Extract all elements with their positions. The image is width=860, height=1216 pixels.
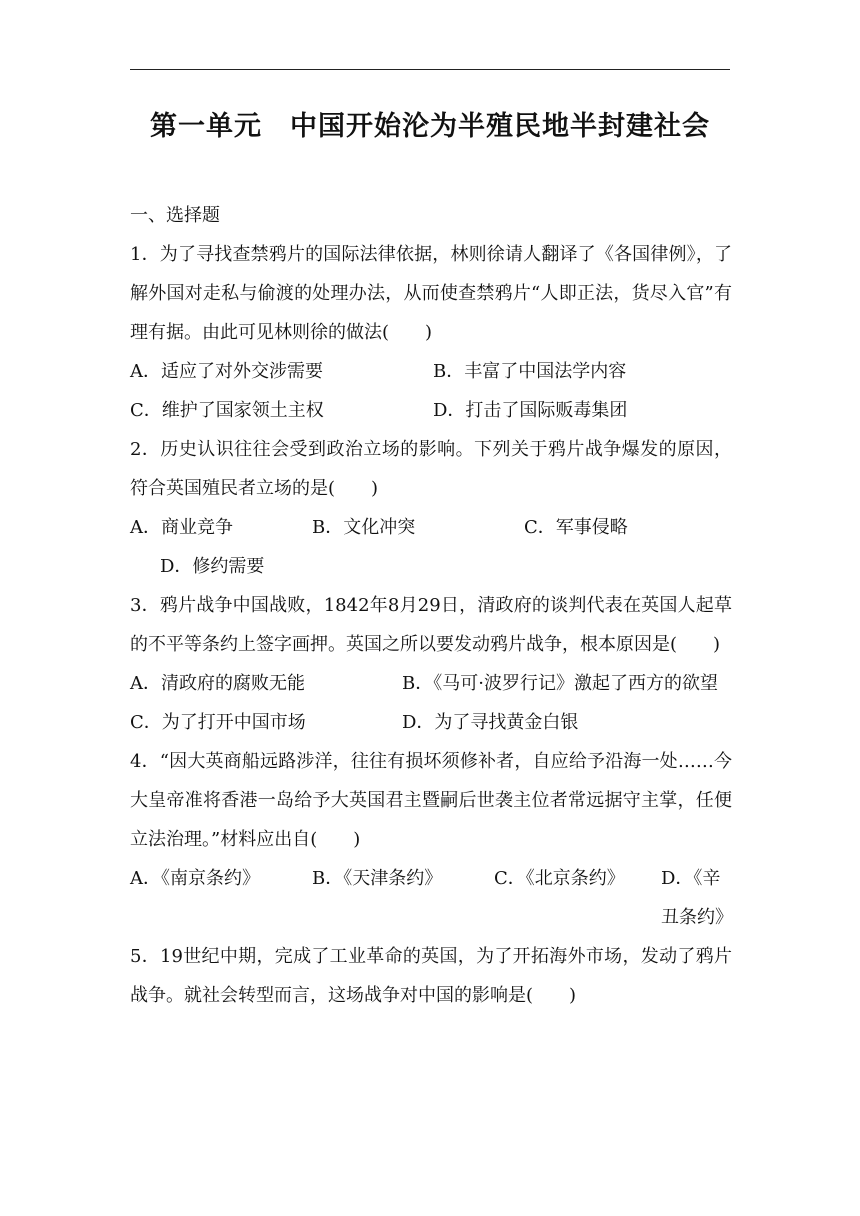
question-2-stem: 2．历史认识往往会受到政治立场的影响。下列关于鸦片战争爆发的原因，符合英国殖民者立场的是( ) — [130, 439, 732, 499]
question-1-options-row-2 — [130, 391, 732, 430]
section-label: 一、选择题 — [130, 205, 220, 226]
question-1-option-a: A．适应了对外交涉需要 — [130, 361, 323, 382]
page-title: 第一单元 中国开始沦为半殖民地半封建社会 — [150, 111, 710, 142]
question-2-option-b: B．文化冲突 — [312, 517, 416, 538]
question-1-option-b: B．丰富了中国法学内容 — [433, 361, 627, 382]
question-3-options-row-2 — [130, 703, 732, 742]
question-3-option-a: A．清政府的腐败无能 — [130, 673, 305, 694]
question-3-option-c: C．为了打开中国市场 — [130, 712, 306, 733]
question-3-option-b: B．《马可·波罗行记》激起了西方的欲望 — [402, 673, 718, 694]
question-2-options-row-1 — [130, 508, 732, 547]
header-rule — [130, 69, 730, 70]
question-1-option-d: D．打击了国际贩毒集团 — [433, 400, 628, 421]
question-3-stem: 3．鸦片战争中国战败，1842年8月29日，清政府的谈判代表在英国人起草的不平等条约上签字画押。英国之所以要发动鸦片战争，根本原因是( ) — [130, 595, 732, 655]
question-1-options-row-1 — [130, 352, 732, 391]
question-2-option-a: A．商业竞争 — [130, 517, 233, 538]
question-4-stem: 4．“因大英商船远路涉洋，往往有损坏须修补者，自应给予沿海一处……今大皇帝准将香港一岛给予大英国君主暨嗣后世袭主位者常远据守主掌，任便立法治理。”材料应出自( ) — [130, 751, 732, 850]
question-4-option-b: B．《天津条约》 — [312, 868, 443, 889]
question-4-option-a: A．《南京条约》 — [130, 868, 260, 889]
question-4-option-d: D．《辛丑条约》 — [661, 868, 733, 928]
question-1-stem: 1．为了寻找查禁鸦片的国际法律依据，林则徐请人翻译了《各国律例》，了解外国对走私与偷渡的处理办法，从而使查禁鸦片“人即正法，货尽入官”有理有据。由此可见林则徐的做法( ) — [130, 244, 732, 343]
question-4-option-c: C．《北京条约》 — [494, 868, 625, 889]
question-2-option-c: C．军事侵略 — [524, 517, 628, 538]
question-list — [130, 196, 732, 1015]
question-3-options-row-1 — [130, 664, 732, 703]
question-4-options-row — [130, 859, 732, 937]
question-5-stem: 5．19世纪中期，完成了工业革命的英国，为了开拓海外市场，发动了鸦片战争。就社会转型而言，这场战争对中国的影响是( ) — [130, 946, 732, 1006]
question-3-option-d: D．为了寻找黄金白银 — [402, 712, 579, 733]
question-1-option-c: C．维护了国家领土主权 — [130, 400, 324, 421]
question-2-option-d: D．修约需要 — [160, 556, 265, 577]
question-2-options-row-2 — [130, 547, 732, 586]
